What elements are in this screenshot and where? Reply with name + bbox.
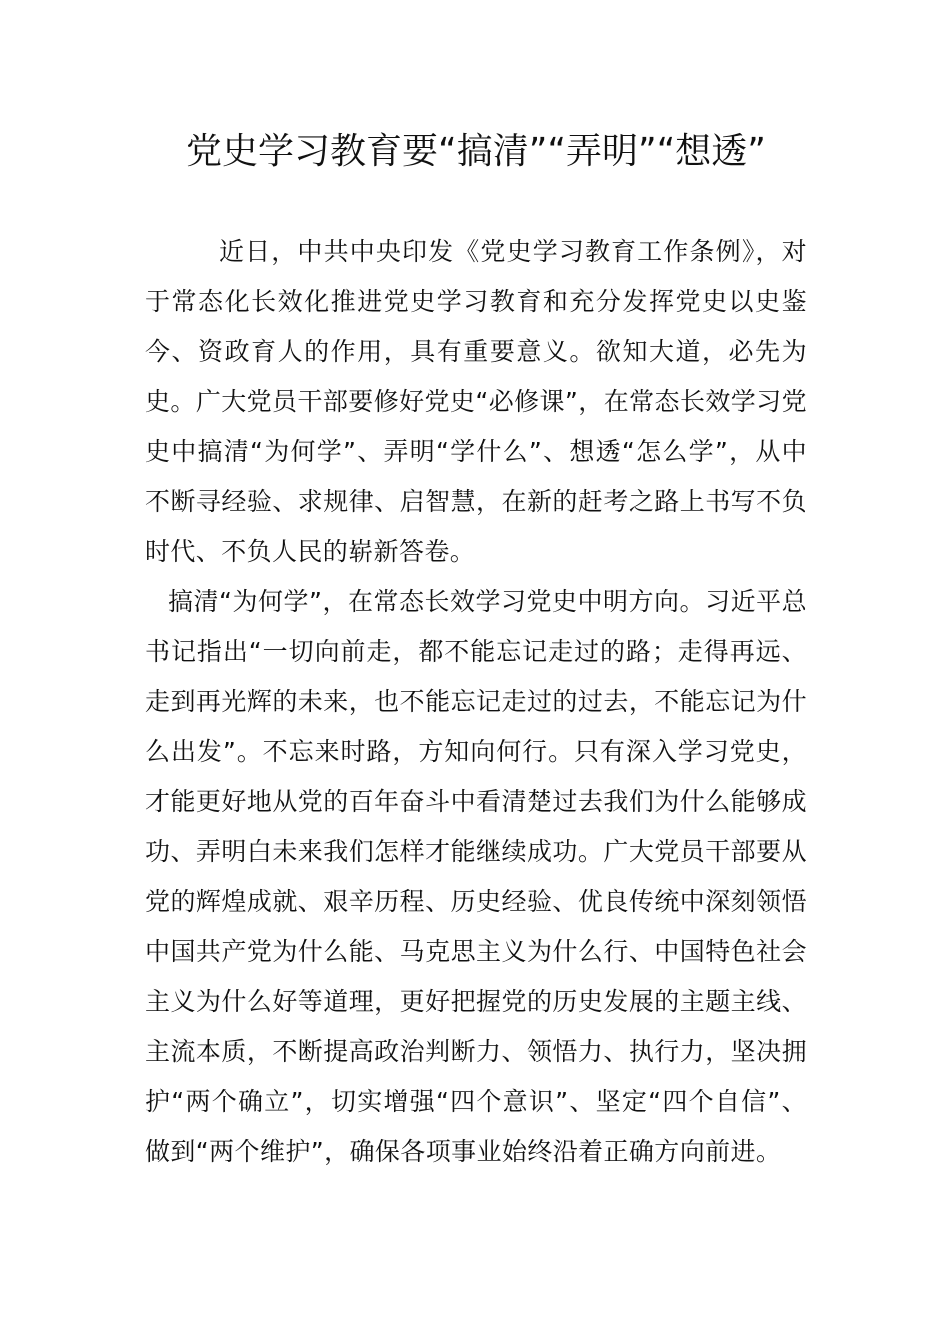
- paragraph-why-learn: 搞清“为何学”，在常态长效学习党史中明方向。习近平总书记指出“一切向前走，都不能忘记走过的路；走得再远、走到再光辉的未来，也不能忘记走过的过去，不能忘记为什么出发”。不忘来时路，方知向何行。只有深入学习党史，才能更好地从党的百年奋斗中看清楚过去我们为什么能够成功、弄明白未来我们怎样才能继续成功。广大党员干部要从党的辉煌成就、艰辛历程、历史经验、优良传统中深刻领悟中国共产党为什么能、马克思主义为什么行、中国特色社会主义为什么好等道理，更好把握党的历史发展的主题主线、主流本质，不断提高政治判断力、领悟力、执行力，坚决拥护“两个确立”，切实增强“四个意识”、坚定“四个自信”、做到“两个维护”，确保各项事业始终沿着正确方向前进。: [145, 587, 807, 1166]
- document-body: [145, 227, 807, 1177]
- document-title: 党史学习教育要“搞清”“弄明”“想透”: [186, 131, 766, 172]
- paragraph-intro: 近日，中共中央印发《党史学习教育工作条例》，对于常态化长效化推进党史学习教育和充分发挥党史以史鉴今、资政育人的作用，具有重要意义。欲知大道，必先为史。广大党员干部要修好党史“必修课”，在常态长效学习党史中搞清“为何学”、弄明“学什么”、想透“怎么学”，从中不断寻经验、求规律、启智慧，在新的赶考之路上书写不负时代、不负人民的崭新答卷。: [145, 237, 807, 566]
